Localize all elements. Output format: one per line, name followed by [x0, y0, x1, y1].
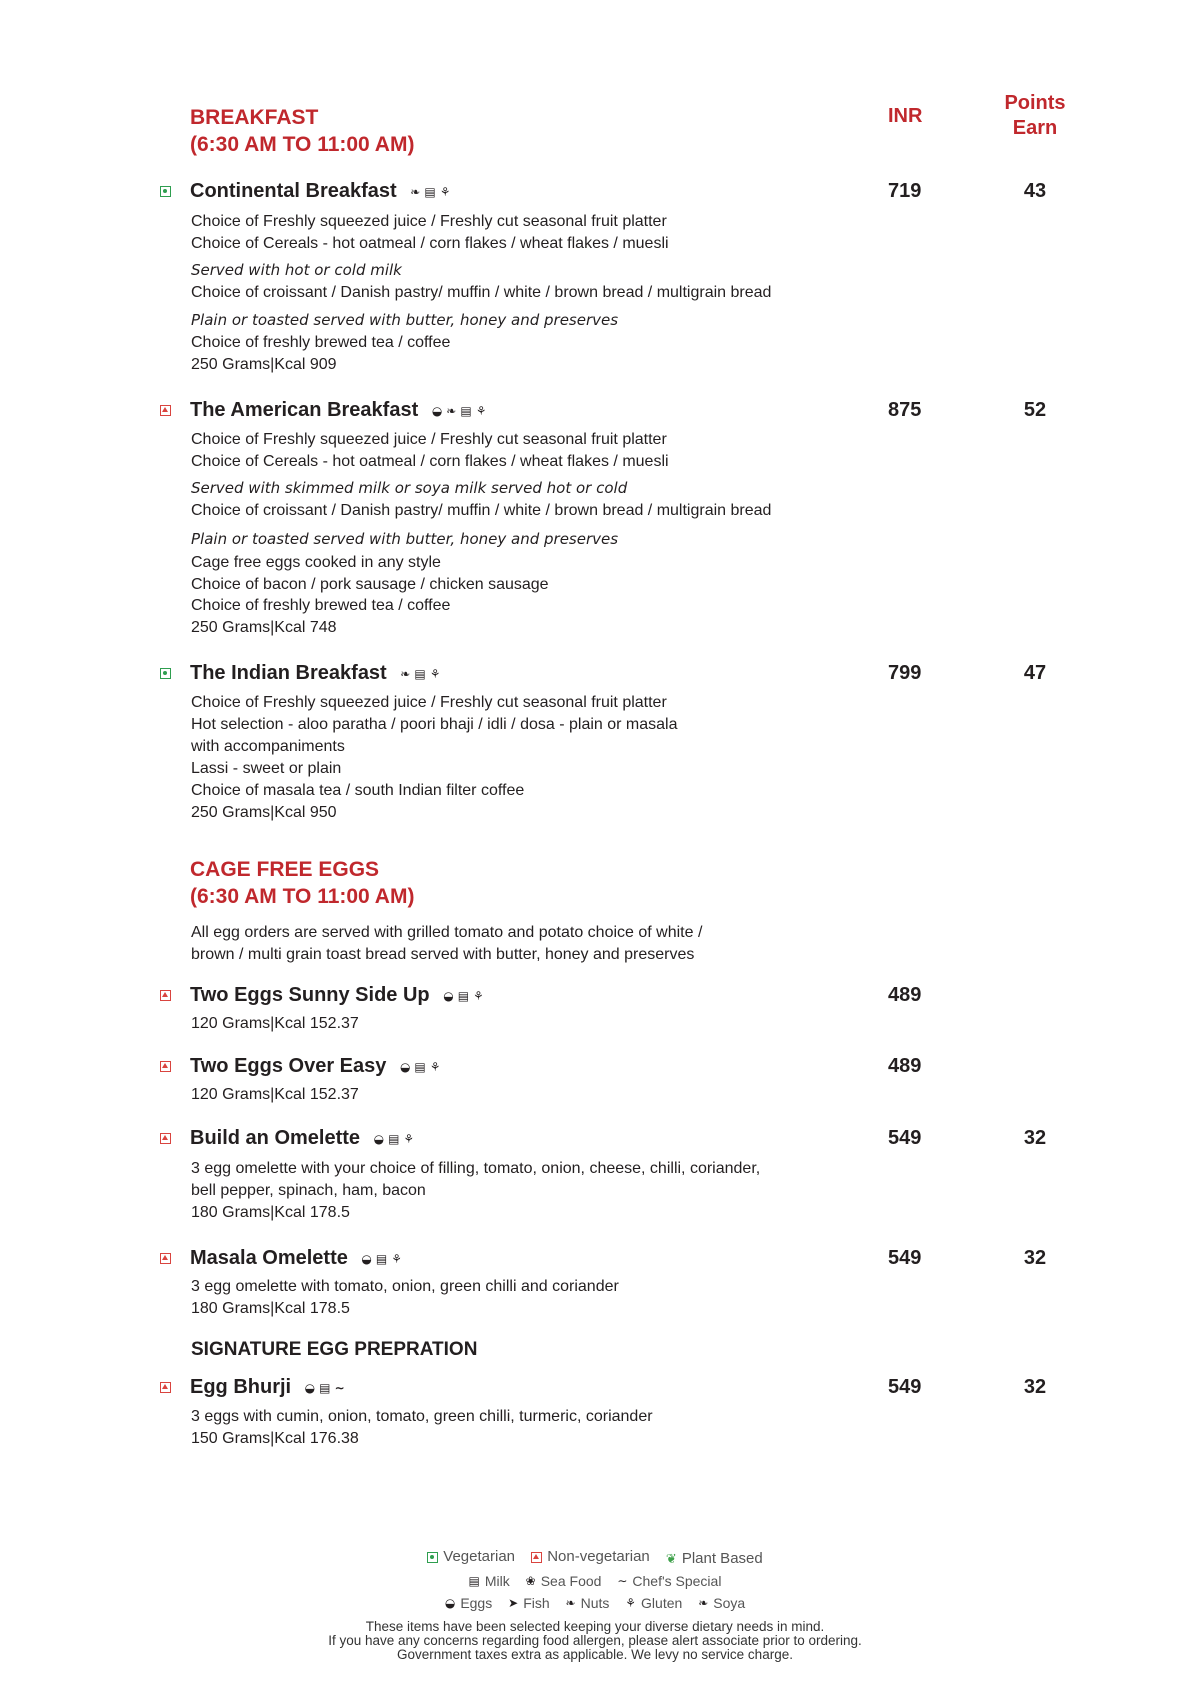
crab-icon: ❀ — [525, 1574, 536, 1588]
signature-heading: SIGNATURE EGG PREPRATION — [191, 1339, 478, 1360]
legend-seafood — [526, 1570, 602, 1592]
item-description-line: Served with skimmed milk or soya milk served hot or cold — [191, 479, 628, 497]
legend-label: Sea Food — [540, 1573, 602, 1589]
legend-vegetarian — [427, 1546, 515, 1568]
item-description-line: Choice of Freshly squeezed juice / Freshly cut seasonal fruit platter — [191, 431, 667, 448]
gluten-icon: ⚘ — [625, 1596, 637, 1610]
nonveg-marker-icon — [531, 1552, 542, 1563]
nonveg-marker-icon — [160, 1061, 171, 1072]
item-description-line: 3 egg omelette with your choice of filling, tomato, onion, cheese, chilli, coriander, — [191, 1160, 761, 1177]
chef-special-icon: ∼ — [334, 1380, 345, 1395]
menu-item-name — [190, 398, 486, 422]
legend-label: Plant Based — [681, 1549, 763, 1567]
item-name-text: Continental Breakfast — [190, 180, 397, 202]
legend-fish — [508, 1592, 550, 1614]
item-description-line: Choice of freshly brewed tea / coffee — [191, 334, 451, 351]
nonveg-marker-icon — [160, 1382, 171, 1393]
item-price: 719 — [888, 180, 922, 202]
item-description-line: Choice of Cereals - hot oatmeal / corn flakes / wheat flakes / muesli — [191, 235, 669, 252]
item-points: 32 — [1023, 1376, 1047, 1398]
legend-label: Fish — [523, 1595, 550, 1611]
item-price: 489 — [888, 1055, 922, 1077]
legend-plant-based — [666, 1548, 763, 1570]
points-column-header — [995, 91, 1075, 141]
item-description-line: Choice of freshly brewed tea / coffee — [191, 597, 451, 614]
item-weight-calories: 120 Grams|Kcal 152.37 — [191, 1086, 359, 1103]
item-name-text: Egg Bhurji — [190, 1376, 292, 1398]
legend-label: Chef's Special — [632, 1573, 722, 1589]
milk-icon: ▤ — [375, 1251, 388, 1266]
milk-icon: ▤ — [319, 1380, 331, 1395]
eggs-intro-line: All egg orders are served with grilled tomato and potato choice of white / — [191, 924, 703, 941]
item-name-text: Two Eggs Sunny Side Up — [190, 984, 430, 1006]
legend-label: Eggs — [460, 1595, 493, 1611]
allergen-icons — [305, 1381, 345, 1395]
inr-column-header: INR — [888, 105, 923, 127]
veg-marker-icon — [160, 186, 171, 197]
gluten-icon: ⚘ — [439, 184, 451, 199]
item-description-line: Cage free eggs cooked in any style — [191, 554, 441, 571]
item-description-line: with accompaniments — [191, 738, 345, 755]
item-weight-calories: 180 Grams|Kcal 178.5 — [191, 1204, 350, 1221]
item-points: 52 — [1023, 399, 1047, 421]
menu-item-name — [190, 1246, 402, 1270]
breakfast-title-line1: BREAKFAST — [190, 106, 319, 129]
item-price: 549 — [888, 1247, 922, 1269]
disclaimer-line: These items have been selected keeping your diverse dietary needs in mind. — [365, 1619, 825, 1634]
eggs-icon: ◒ — [444, 1596, 456, 1610]
milk-icon: ▤ — [424, 184, 436, 199]
eggs-icon: ◒ — [399, 1059, 411, 1074]
item-price: 799 — [888, 662, 922, 684]
nonveg-marker-icon — [160, 405, 171, 416]
legend-label: Gluten — [641, 1595, 683, 1611]
allergen-icons — [432, 404, 487, 418]
menu-item-name — [190, 661, 440, 685]
item-points: 32 — [1023, 1127, 1047, 1149]
eggs-icon: ◒ — [443, 988, 454, 1003]
legend-row-2 — [0, 1569, 1190, 1592]
milk-icon: ▤ — [388, 1131, 400, 1146]
item-price: 549 — [888, 1376, 922, 1398]
item-description-line: 3 eggs with cumin, onion, tomato, green chilli, turmeric, coriander — [191, 1408, 653, 1425]
milk-icon: ▤ — [414, 666, 426, 681]
menu-item-name — [190, 1126, 414, 1150]
gluten-icon: ⚘ — [391, 1251, 403, 1266]
item-description-line: Hot selection - aloo paratha / poori bhaji / idli / dosa - plain or masala — [191, 716, 678, 733]
nonveg-marker-icon — [160, 990, 171, 1001]
legend-nonvegetarian — [531, 1546, 650, 1568]
fish-icon: ➤ — [508, 1596, 519, 1610]
soya-icon: ❧ — [698, 1596, 709, 1610]
legend-row-3 — [0, 1591, 1190, 1614]
eggs-intro-line: brown / multi grain toast bread served with butter, honey and preserves — [191, 946, 695, 963]
nuts-icon: ❧ — [565, 1596, 576, 1610]
item-description-line: Choice of croissant / Danish pastry/ muffin / white / brown bread / multigrain bread — [191, 284, 772, 301]
allergen-icons — [400, 1060, 441, 1074]
gluten-icon: ⚘ — [429, 666, 441, 681]
item-description-line: 3 egg omelette with tomato, onion, green chilli and coriander — [191, 1278, 619, 1295]
eggs-icon: ◒ — [361, 1251, 372, 1266]
item-name-text: Masala Omelette — [190, 1247, 348, 1269]
leaf-icon: ❦ — [665, 1550, 677, 1566]
legend-label: Nuts — [580, 1595, 610, 1611]
legend-eggs — [445, 1592, 492, 1614]
veg-marker-icon — [160, 668, 171, 679]
breakfast-title-line2: (6:30 AM TO 11:00 AM) — [190, 133, 415, 156]
legend-nuts — [566, 1592, 610, 1614]
legend-soya — [698, 1592, 745, 1614]
chef-special-icon: ∼ — [617, 1574, 628, 1588]
item-name-text: The American Breakfast — [190, 399, 419, 421]
points-header-line1: Points — [1004, 92, 1066, 114]
points-header-line2: Earn — [1012, 117, 1058, 139]
item-description-line: Plain or toasted served with butter, honey and preserves — [191, 311, 619, 329]
item-price: 489 — [888, 984, 922, 1006]
gluten-icon: ⚘ — [473, 988, 484, 1003]
disclaimer-line: If you have any concerns regarding food allergen, please alert associate prior to ordering. — [328, 1633, 862, 1648]
item-weight-calories: 180 Grams|Kcal 178.5 — [191, 1300, 350, 1317]
nonveg-marker-icon — [160, 1253, 171, 1264]
eggs-icon: ◒ — [431, 403, 443, 418]
allergen-icons — [361, 1252, 402, 1266]
item-weight-calories: 250 Grams|Kcal 909 — [191, 356, 337, 373]
legend-gluten — [625, 1592, 682, 1614]
item-description-line: Lassi - sweet or plain — [191, 760, 342, 777]
nuts-icon: ❧ — [446, 403, 457, 418]
item-description-line: Choice of Cereals - hot oatmeal / corn flakes / wheat flakes / muesli — [191, 453, 669, 470]
menu-item-name — [190, 179, 450, 203]
allergen-icons — [374, 1132, 415, 1146]
item-description-line: Choice of bacon / pork sausage / chicken sausage — [191, 576, 549, 593]
nonveg-marker-icon — [160, 1133, 171, 1144]
item-weight-calories: 250 Grams|Kcal 748 — [191, 619, 337, 636]
eggs-icon: ◒ — [373, 1131, 385, 1146]
legend-milk — [469, 1570, 510, 1592]
disclaimer-line: Government taxes extra as applicable. We levy no service charge. — [397, 1647, 793, 1662]
eggs-section-title — [190, 856, 414, 910]
veg-marker-icon — [427, 1552, 438, 1563]
eggs-title-line2: (6:30 AM TO 11:00 AM) — [190, 885, 415, 908]
legend-label: Milk — [484, 1573, 510, 1589]
item-points: 32 — [1023, 1247, 1047, 1269]
milk-icon: ▤ — [460, 403, 472, 418]
allergen-icons — [400, 667, 440, 681]
item-name-text: Build an Omelette — [190, 1127, 361, 1149]
nuts-icon: ❧ — [410, 184, 421, 199]
gluten-icon: ⚘ — [403, 1131, 415, 1146]
legend-chef-special — [617, 1570, 721, 1592]
legend-label: Vegetarian — [443, 1548, 516, 1565]
legend-label: Non-vegetarian — [547, 1548, 650, 1565]
item-price: 549 — [888, 1127, 922, 1149]
item-weight-calories: 250 Grams|Kcal 950 — [191, 804, 337, 821]
milk-icon: ▤ — [457, 988, 470, 1003]
breakfast-section-title — [190, 104, 414, 158]
gluten-icon: ⚘ — [429, 1059, 441, 1074]
item-name-text: Two Eggs Over Easy — [190, 1055, 387, 1077]
allergen-icons — [443, 989, 484, 1003]
legend-row-1 — [0, 1546, 1190, 1570]
item-weight-calories: 150 Grams|Kcal 176.38 — [191, 1430, 359, 1447]
eggs-icon: ◒ — [304, 1380, 316, 1395]
milk-icon: ▤ — [468, 1574, 480, 1588]
item-description-line: bell pepper, spinach, ham, bacon — [191, 1182, 426, 1199]
menu-item-name — [190, 1375, 345, 1399]
milk-icon: ▤ — [414, 1059, 426, 1074]
item-description-line: Served with hot or cold milk — [191, 261, 402, 279]
item-description-line: Choice of Freshly squeezed juice / Freshly cut seasonal fruit platter — [191, 213, 667, 230]
menu-item-name — [190, 1054, 441, 1078]
menu-item-name — [190, 983, 484, 1007]
item-name-text: The Indian Breakfast — [190, 662, 387, 684]
item-description-line: Choice of masala tea / south Indian filter coffee — [191, 782, 525, 799]
item-points: 43 — [1023, 180, 1047, 202]
item-description-line: Choice of croissant / Danish pastry/ muffin / white / brown bread / multigrain bread — [191, 502, 772, 519]
item-description-line: Plain or toasted served with butter, honey and preserves — [191, 530, 619, 548]
item-price: 875 — [888, 399, 922, 421]
gluten-icon: ⚘ — [475, 403, 487, 418]
allergen-icons — [410, 185, 450, 199]
nuts-icon: ❧ — [400, 666, 411, 681]
item-points: 47 — [1023, 662, 1047, 684]
item-weight-calories: 120 Grams|Kcal 152.37 — [191, 1015, 359, 1032]
eggs-title-line1: CAGE FREE EGGS — [190, 858, 380, 881]
item-description-line: Choice of Freshly squeezed juice / Freshly cut seasonal fruit platter — [191, 694, 667, 711]
legend-label: Soya — [713, 1595, 746, 1611]
